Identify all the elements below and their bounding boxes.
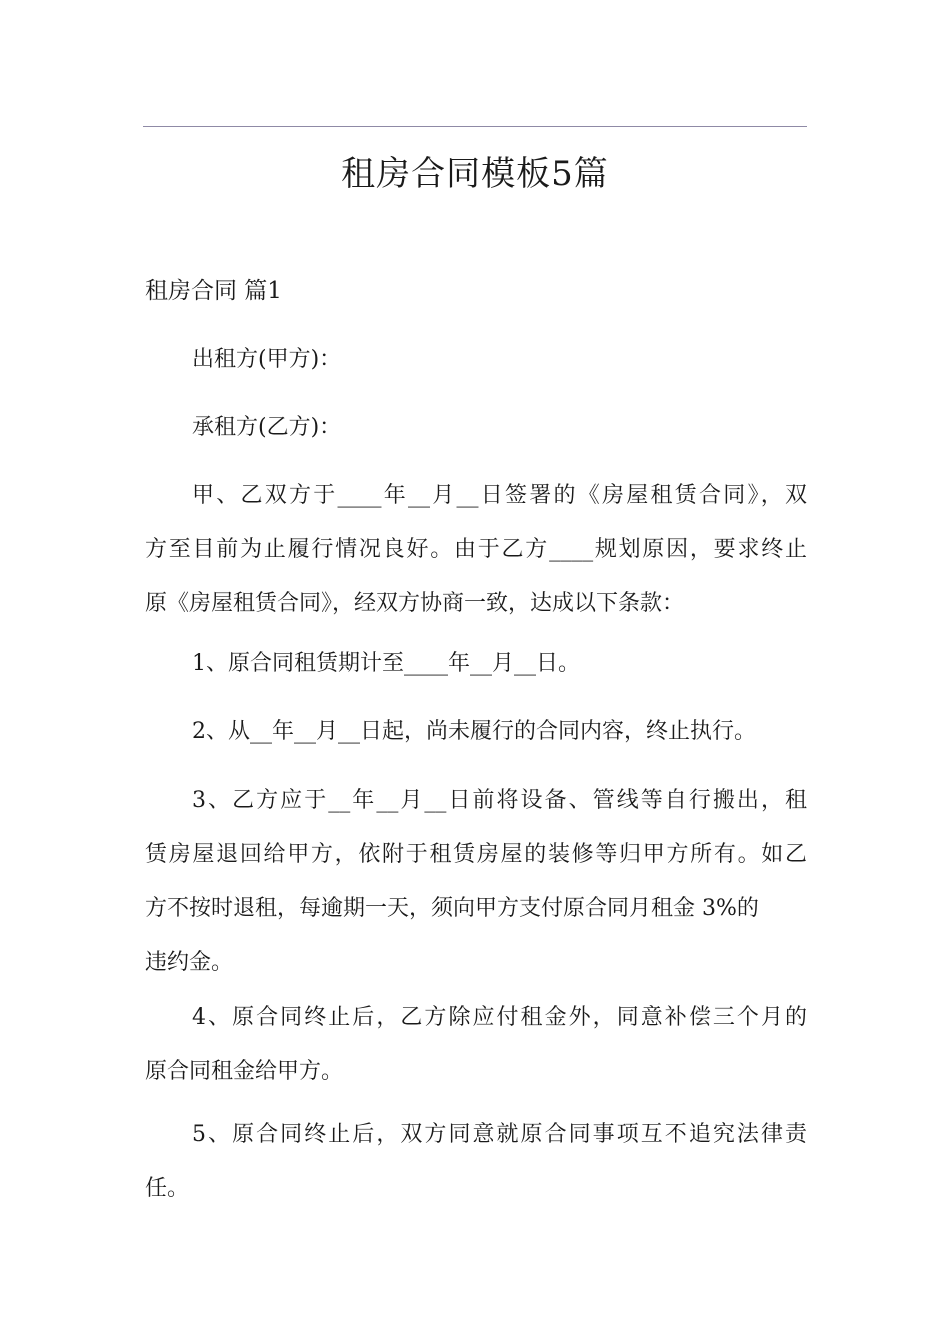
section-heading: 租房合同 篇1 — [145, 278, 282, 304]
paragraph-line: 2、从__年__月__日起，尚未履行的合同内容，终止执行。 — [192, 719, 756, 744]
paragraph-line: 3、乙方应于__年__月__日前将设备、管线等自行搬出，租 — [192, 788, 807, 813]
clause-5 — [145, 1108, 807, 1216]
paragraph-lessee — [145, 401, 807, 455]
clause-3 — [145, 774, 807, 990]
paragraph-line: 任。 — [145, 1176, 190, 1201]
paragraph-line: 4、原合同终止后，乙方除应付租金外，同意补偿三个月的 — [192, 1005, 807, 1030]
clause-1 — [145, 637, 807, 691]
paragraph-line: 出租方(甲方)： — [192, 347, 342, 372]
clause-2 — [145, 705, 807, 759]
paragraph-line: 原《房屋租赁合同》，经双方协商一致，达成以下条款： — [145, 591, 685, 616]
paragraph-line: 承租方(乙方)： — [192, 415, 342, 440]
header-divider — [143, 126, 807, 127]
paragraph-preamble — [145, 469, 807, 631]
paragraph-line: 违约金。 — [145, 950, 234, 975]
paragraph-line: 1、原合同租赁期计至____年__月__日。 — [192, 651, 580, 676]
paragraph-line: 5、原合同终止后，双方同意就原合同事项互不追究法律责 — [192, 1122, 807, 1147]
paragraph-line: 方不按时退租，每逾期一天，须向甲方支付原合同月租金 3%的 — [145, 896, 759, 921]
clause-4 — [145, 991, 807, 1099]
document-title: 租房合同模板5篇 — [341, 154, 609, 194]
paragraph-lessor — [145, 333, 807, 387]
paragraph-line: 赁房屋退回给甲方，依附于租赁房屋的装修等归甲方所有。如乙 — [145, 842, 807, 867]
paragraph-line: 方至目前为止履行情况良好。由于乙方____规划原因，要求终止 — [145, 537, 807, 562]
paragraph-line: 甲、乙双方于____年__月__日签署的《房屋租赁合同》，双 — [192, 483, 807, 508]
paragraph-line: 原合同租金给甲方。 — [145, 1059, 344, 1084]
